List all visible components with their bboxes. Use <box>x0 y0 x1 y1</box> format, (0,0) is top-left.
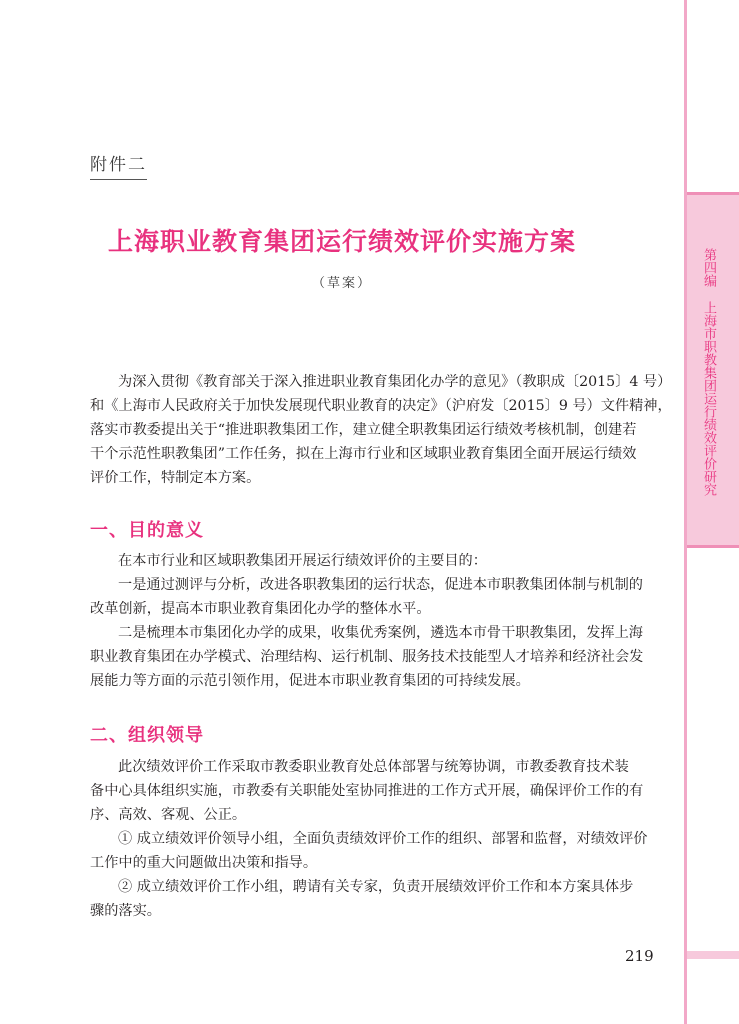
page-number: 219 <box>625 947 654 965</box>
document-subtitle: （草案） <box>311 276 372 291</box>
paragraph-line: ② 成立绩效评价工作小组，聘请有关专家，负责开展绩效评价工作和本方案具体步 <box>118 879 634 895</box>
side-tab-part: 第四编 <box>701 248 716 287</box>
side-tab-bottom-rule <box>687 545 739 548</box>
intro-line: 和《上海市人民政府关于加快发展现代职业教育的决定》（沪府发〔2015〕9 号）文件精神， <box>90 398 672 414</box>
paragraph-line: 备中心具体组织实施，市教委有关职能处室协同推进的工作方式开展，确保评价工作的有 <box>90 783 644 799</box>
document-title: 上海职业教育集团运行绩效评价实施方案 <box>107 227 576 256</box>
intro-line: 为深入贯彻《教育部关于深入推进职业教育集团化办学的意见》（教职成〔2015〕4 号） <box>118 374 672 390</box>
paragraph-line: 在本市行业和区域职教集团开展运行绩效评价的主要目的： <box>118 553 487 569</box>
intro-paragraph <box>90 370 672 490</box>
paragraph-line: 此次绩效评价工作采取市教委职业教育处总体部署与统筹协调，市教委教育技术装 <box>118 759 629 775</box>
side-tab-topic: 上海市职教集团运行绩效评价研究 <box>701 301 716 496</box>
side-tab-top-rule <box>687 192 739 195</box>
paragraph-line: 展能力等方面的示范引领作用，促进本市职业教育集团的可持续发展。 <box>90 673 530 689</box>
section1-body <box>90 549 650 693</box>
section-heading-purpose: 一、目的意义 <box>90 520 204 541</box>
paragraph-line: 工作中的重大问题做出决策和指导。 <box>90 855 318 871</box>
section-heading-organization: 二、组织领导 <box>90 725 204 746</box>
paragraph-line: 职业教育集团在办学模式、治理结构、运行机制、服务技术技能型人才培养和经济社会发 <box>90 649 644 665</box>
attachment-label: 附件二 <box>90 150 147 180</box>
paragraph-line: 骤的落实。 <box>90 903 161 919</box>
paragraph-line: 二是梳理本市集团化办学的成果，收集优秀案例，遴选本市骨干职教集团，发挥上海 <box>118 625 643 641</box>
paragraph-line: ① 成立绩效评价领导小组，全面负责绩效评价工作的组织、部署和监督，对绩效评价 <box>118 831 648 847</box>
paragraph-line: 一是通过测评与分析，改进各职教集团的运行状态，促进本市职教集团体制与机制的 <box>118 577 643 593</box>
footer-pink-bar <box>687 951 739 959</box>
chapter-side-label <box>697 248 715 496</box>
intro-line: 落实市教委提出关于“推进职教集团工作，建立健全职教集团运行绩效考核机制，创建若 <box>90 422 637 438</box>
paragraph-line: 改革创新，提高本市职业教育集团化办学的整体水平。 <box>90 601 431 617</box>
intro-line: 评价工作，特制定本方案。 <box>90 470 261 486</box>
section2-body <box>90 755 650 923</box>
paragraph-line: 序、高效、客观、公正。 <box>90 807 247 823</box>
intro-line: 干个示范性职教集团”工作任务，拟在上海市行业和区域职业教育集团全面开展运行绩效 <box>90 446 637 462</box>
